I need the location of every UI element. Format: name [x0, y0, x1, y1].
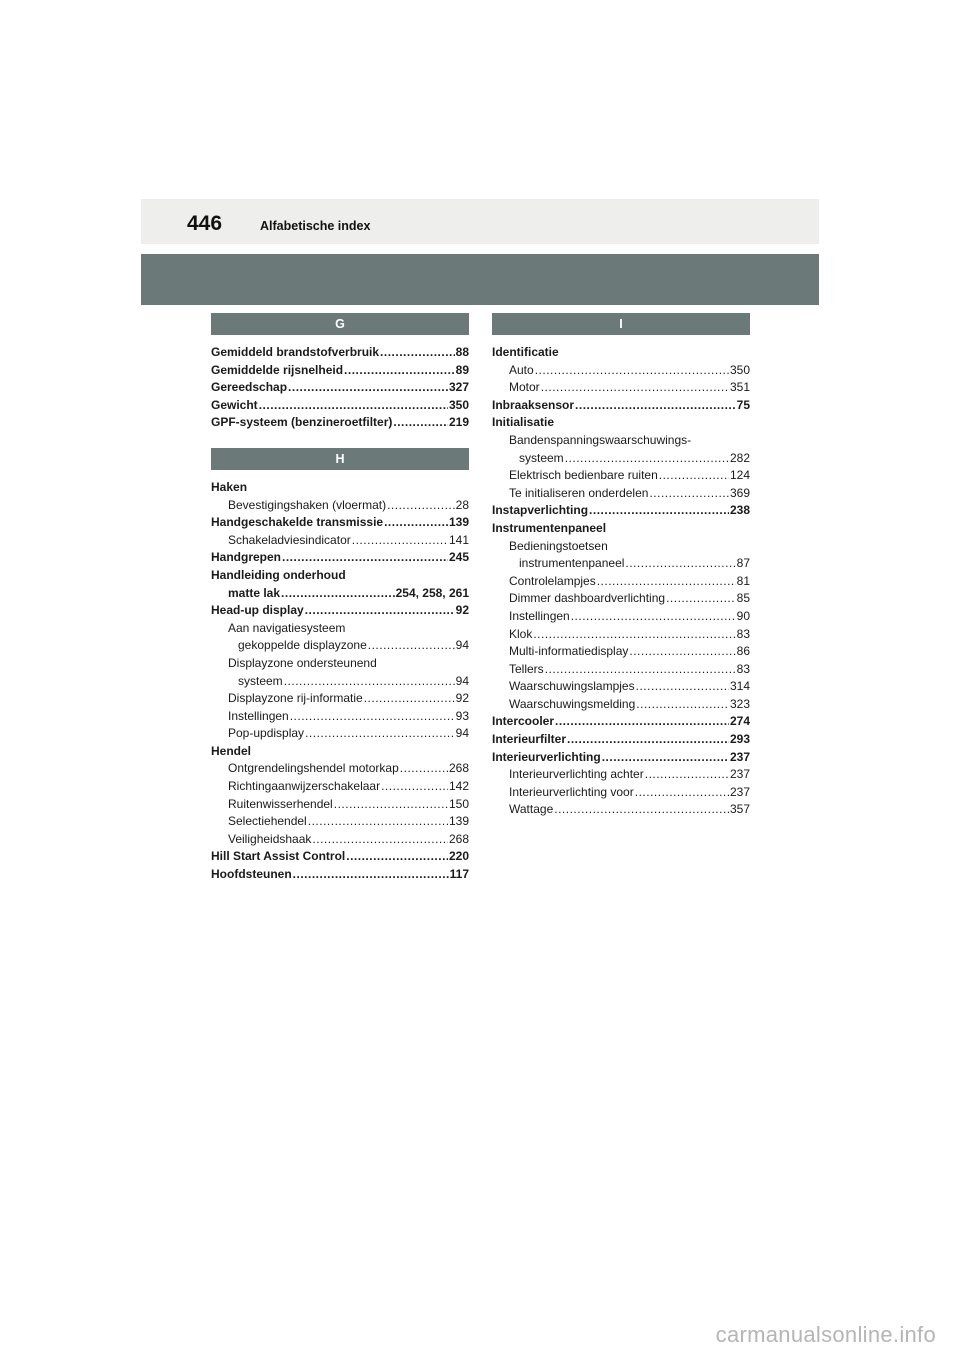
dot-leader	[384, 514, 448, 532]
index-entry[interactable]	[211, 344, 469, 362]
index-entry[interactable]	[211, 379, 469, 397]
index-entry[interactable]	[492, 555, 750, 573]
entry-text: Multi-informatiedisplay	[509, 644, 629, 659]
entry-text: systeem	[519, 450, 564, 465]
entry-page-number: 141	[448, 532, 469, 547]
entry-text: Selectiehendel	[228, 814, 307, 829]
dot-leader	[364, 690, 455, 708]
dot-leader	[555, 713, 729, 731]
entry-text: Head-up display	[211, 603, 304, 618]
dot-leader	[533, 626, 735, 644]
entry-page-number: 237	[729, 749, 750, 764]
dot-leader	[666, 590, 736, 608]
entry-text: Interieurverlichting	[492, 749, 601, 764]
dot-leader	[281, 585, 395, 603]
entry-text: Tellers	[509, 661, 544, 676]
entry-page-number: 93	[455, 708, 469, 723]
entry-page-number: 139	[448, 515, 469, 530]
index-entry[interactable]	[211, 673, 469, 691]
entry-text: Auto	[509, 362, 534, 377]
entry-page-number: 86	[736, 644, 750, 659]
entry-text: Waarschuwingslampjes	[509, 679, 635, 694]
entry-text: Hoofdsteunen	[211, 867, 292, 882]
entry-text: Motor	[509, 380, 540, 395]
index-entry[interactable]	[492, 502, 750, 520]
dot-leader	[352, 532, 448, 550]
index-entry[interactable]	[211, 743, 469, 761]
dot-leader	[635, 784, 729, 802]
entry-text: Veiligheidshaak	[228, 831, 312, 846]
index-entry[interactable]	[211, 725, 469, 743]
index-entry[interactable]	[211, 796, 469, 814]
index-entry[interactable]	[211, 479, 469, 497]
entry-text: Interieurfilter	[492, 732, 567, 747]
index-entry[interactable]	[492, 608, 750, 626]
entry-page-number: 117	[449, 867, 469, 882]
index-entry[interactable]	[492, 643, 750, 661]
entry-page-number: 282	[729, 450, 750, 465]
index-entry[interactable]	[492, 713, 750, 731]
index-entry[interactable]	[492, 362, 750, 380]
index-entry[interactable]	[211, 514, 469, 532]
dot-leader	[312, 831, 448, 849]
index-entry[interactable]	[492, 344, 750, 362]
entry-text: Handgrepen	[211, 550, 282, 565]
entry-text: Aan navigatiesysteem	[228, 620, 346, 635]
index-entry[interactable]	[492, 626, 750, 644]
dot-leader	[659, 467, 729, 485]
entry-page-number: 323	[729, 696, 750, 711]
section-entries	[211, 344, 469, 432]
index-entry[interactable]	[211, 831, 469, 849]
entry-text: Identificatie	[492, 345, 559, 359]
page-number: 446	[187, 212, 223, 235]
dot-leader	[636, 678, 729, 696]
entry-page-number: 92	[455, 691, 469, 706]
index-entry[interactable]	[211, 813, 469, 831]
section-letter: H	[211, 448, 469, 470]
entry-page-number: 350	[448, 397, 469, 412]
dot-leader	[393, 414, 448, 432]
entry-text: Displayzone rij-informatie	[228, 691, 363, 706]
index-entry[interactable]	[211, 866, 469, 884]
index-entry[interactable]	[492, 538, 750, 556]
dot-leader	[344, 362, 455, 380]
entry-page-number: 94	[455, 638, 469, 653]
entry-page-number: 274	[729, 714, 750, 729]
index-entry[interactable]	[211, 549, 469, 567]
entry-text: Instapverlichting	[492, 503, 589, 518]
entry-text: GPF-systeem (benzineroetfilter)	[211, 415, 393, 430]
entry-text: instrumentenpaneel	[519, 556, 625, 571]
index-entry[interactable]	[492, 590, 750, 608]
dot-leader	[305, 602, 455, 620]
entry-page-number: 90	[736, 608, 750, 623]
entry-text: Instrumentenpaneel	[492, 520, 607, 535]
index-entry[interactable]	[492, 520, 750, 538]
dot-leader	[290, 708, 455, 726]
dot-leader	[346, 848, 448, 866]
entry-text: Wattage	[509, 802, 554, 817]
entry-text: Gemiddeld brandstofverbruik	[211, 345, 380, 359]
entry-text: Richtingaanwijzerschakelaar	[228, 779, 381, 794]
entry-page-number: 94	[455, 726, 469, 741]
entry-text: Dimmer dashboardverlichting	[509, 591, 666, 606]
entry-text: Gewicht	[211, 397, 258, 412]
dot-leader	[645, 766, 729, 784]
index-column-right	[492, 313, 750, 835]
entry-text: Bedieningstoetsen	[509, 538, 608, 553]
index-column-left	[211, 313, 469, 900]
section-i	[492, 313, 750, 819]
index-entry[interactable]	[492, 731, 750, 749]
entry-page-number: 293	[729, 732, 750, 747]
dot-leader	[259, 397, 448, 415]
entry-text: Interieurverlichting voor	[509, 784, 634, 799]
entry-page-number: 28	[455, 497, 469, 512]
dot-leader	[535, 362, 729, 380]
entry-text: Interieurverlichting achter	[509, 767, 644, 782]
entry-text: Hill Start Assist Control	[211, 849, 346, 864]
dot-leader	[565, 450, 729, 468]
entry-text: Displayzone ondersteunend	[228, 655, 377, 670]
entry-page-number: 92	[455, 603, 469, 618]
entry-text: Bevestigingshaken (vloermat)	[228, 497, 387, 512]
index-entry[interactable]	[211, 602, 469, 620]
entry-text: Pop-updisplay	[228, 726, 305, 741]
entry-page-number: 254, 258, 261	[395, 585, 469, 600]
dot-leader	[597, 573, 736, 591]
index-entry[interactable]	[211, 778, 469, 796]
entry-text: systeem	[238, 673, 283, 688]
entry-text: Haken	[211, 479, 248, 494]
index-entry[interactable]	[211, 690, 469, 708]
entry-page-number: 75	[736, 397, 750, 412]
entry-text: Te initialiseren onderdelen	[509, 485, 649, 500]
index-entry[interactable]	[492, 573, 750, 591]
entry-page-number: 369	[729, 485, 750, 500]
index-entry[interactable]	[492, 766, 750, 784]
index-entry[interactable]	[492, 661, 750, 679]
index-entry[interactable]	[492, 801, 750, 819]
entry-text: Ruitenwisserhendel	[228, 796, 333, 811]
dot-leader	[381, 778, 448, 796]
entry-text: Klok	[509, 626, 533, 641]
dot-leader	[567, 731, 729, 749]
entry-text: Handleiding onderhoud	[211, 567, 346, 582]
dot-leader	[282, 549, 448, 567]
entry-page-number: 219	[448, 415, 469, 430]
index-entry[interactable]	[211, 620, 469, 638]
header-band	[141, 254, 819, 305]
entry-page-number: 94	[455, 673, 469, 688]
index-entry[interactable]	[211, 848, 469, 866]
section-letter: G	[211, 313, 469, 335]
entry-page-number: 124	[729, 468, 750, 483]
section-entries	[211, 479, 469, 884]
index-entry[interactable]	[492, 467, 750, 485]
index-entry[interactable]	[492, 696, 750, 714]
dot-leader	[284, 673, 455, 691]
index-entry[interactable]	[492, 450, 750, 468]
index-entry[interactable]	[492, 678, 750, 696]
entry-text: Schakeladviesindicator	[228, 532, 351, 547]
entry-page-number: 268	[448, 761, 469, 776]
entry-text: Handgeschakelde transmissie	[211, 515, 384, 530]
dot-leader	[545, 661, 736, 679]
index-entry[interactable]	[211, 567, 469, 585]
dot-leader	[575, 397, 736, 415]
entry-text: gekoppelde displayzone	[238, 638, 367, 653]
dot-leader	[571, 608, 736, 626]
section-h	[211, 448, 469, 884]
index-entry[interactable]	[211, 414, 469, 432]
dot-leader	[602, 749, 729, 767]
entry-page-number: 245	[448, 550, 469, 565]
entry-text: Instellingen	[509, 608, 570, 623]
entry-page-number: 83	[736, 661, 750, 676]
dot-leader	[380, 344, 455, 362]
entry-page-number: 237	[729, 784, 750, 799]
entry-text: Elektrisch bedienbare ruiten	[509, 468, 658, 483]
dot-leader	[649, 485, 729, 503]
entry-text: Waarschuwingsmelding	[509, 696, 636, 711]
dot-leader	[400, 760, 448, 778]
dot-leader	[387, 497, 455, 515]
entry-page-number: 81	[736, 573, 750, 588]
dot-leader	[554, 801, 729, 819]
entry-text: Instellingen	[228, 708, 289, 723]
index-entry[interactable]	[211, 760, 469, 778]
entry-page-number: 327	[448, 380, 469, 395]
index-entry[interactable]	[211, 637, 469, 655]
index-entry[interactable]	[211, 397, 469, 415]
entry-page-number: 83	[736, 626, 750, 641]
entry-text: Intercooler	[492, 714, 555, 729]
entry-page-number: 142	[448, 779, 469, 794]
dot-leader	[368, 637, 455, 655]
dot-leader	[589, 502, 729, 520]
index-entry[interactable]	[492, 414, 750, 432]
entry-text: Initialisatie	[492, 415, 555, 430]
entry-page-number: 88	[455, 345, 469, 359]
entry-text: Gemiddelde rijsnelheid	[211, 362, 344, 377]
index-entry[interactable]	[211, 655, 469, 673]
index-entry[interactable]	[211, 585, 469, 603]
page-title: Alfabetische index	[260, 219, 371, 233]
entry-page-number: 314	[729, 679, 750, 694]
entry-page-number: 268	[448, 831, 469, 846]
entry-page-number: 357	[729, 802, 750, 817]
entry-page-number: 150	[448, 796, 469, 811]
entry-text: Ontgrendelingshendel motorkap	[228, 761, 399, 776]
index-entry[interactable]	[492, 379, 750, 397]
entry-page-number: 87	[736, 556, 750, 571]
dot-leader	[541, 379, 729, 397]
entry-text: Controlelampjes	[509, 573, 596, 588]
dot-leader	[625, 555, 735, 573]
section-g	[211, 313, 469, 432]
index-entry[interactable]	[211, 362, 469, 380]
watermark: carmanualsonline.info	[715, 1322, 936, 1347]
dot-leader	[308, 813, 448, 831]
entry-page-number: 139	[448, 814, 469, 829]
entry-text: Gereedschap	[211, 380, 288, 395]
entry-page-number: 89	[455, 362, 469, 377]
index-entry[interactable]	[492, 749, 750, 767]
index-entry[interactable]	[211, 708, 469, 726]
entry-text: Inbraaksensor	[492, 397, 575, 412]
page-header	[141, 199, 819, 244]
dot-leader	[305, 725, 455, 743]
entry-page-number: 238	[729, 503, 750, 518]
dot-leader	[293, 866, 449, 884]
section-letter: I	[492, 313, 750, 335]
entry-page-number: 220	[448, 849, 469, 864]
entry-text: Hendel	[211, 743, 252, 758]
index-entry[interactable]	[211, 497, 469, 515]
dot-leader	[636, 696, 729, 714]
index-entry[interactable]	[492, 397, 750, 415]
entry-page-number: 350	[729, 362, 750, 377]
index-entry[interactable]	[211, 532, 469, 550]
index-entry[interactable]	[492, 485, 750, 503]
dot-leader	[629, 643, 735, 661]
entry-page-number: 237	[729, 767, 750, 782]
entry-text: Bandenspanningswaarschuwings-	[509, 432, 692, 447]
entry-page-number: 351	[729, 380, 750, 395]
dot-leader	[334, 796, 448, 814]
index-entry[interactable]	[492, 432, 750, 450]
section-entries	[492, 344, 750, 819]
entry-page-number: 85	[736, 591, 750, 606]
entry-text: matte lak	[228, 585, 281, 600]
index-entry[interactable]	[492, 784, 750, 802]
dot-leader	[288, 379, 448, 397]
